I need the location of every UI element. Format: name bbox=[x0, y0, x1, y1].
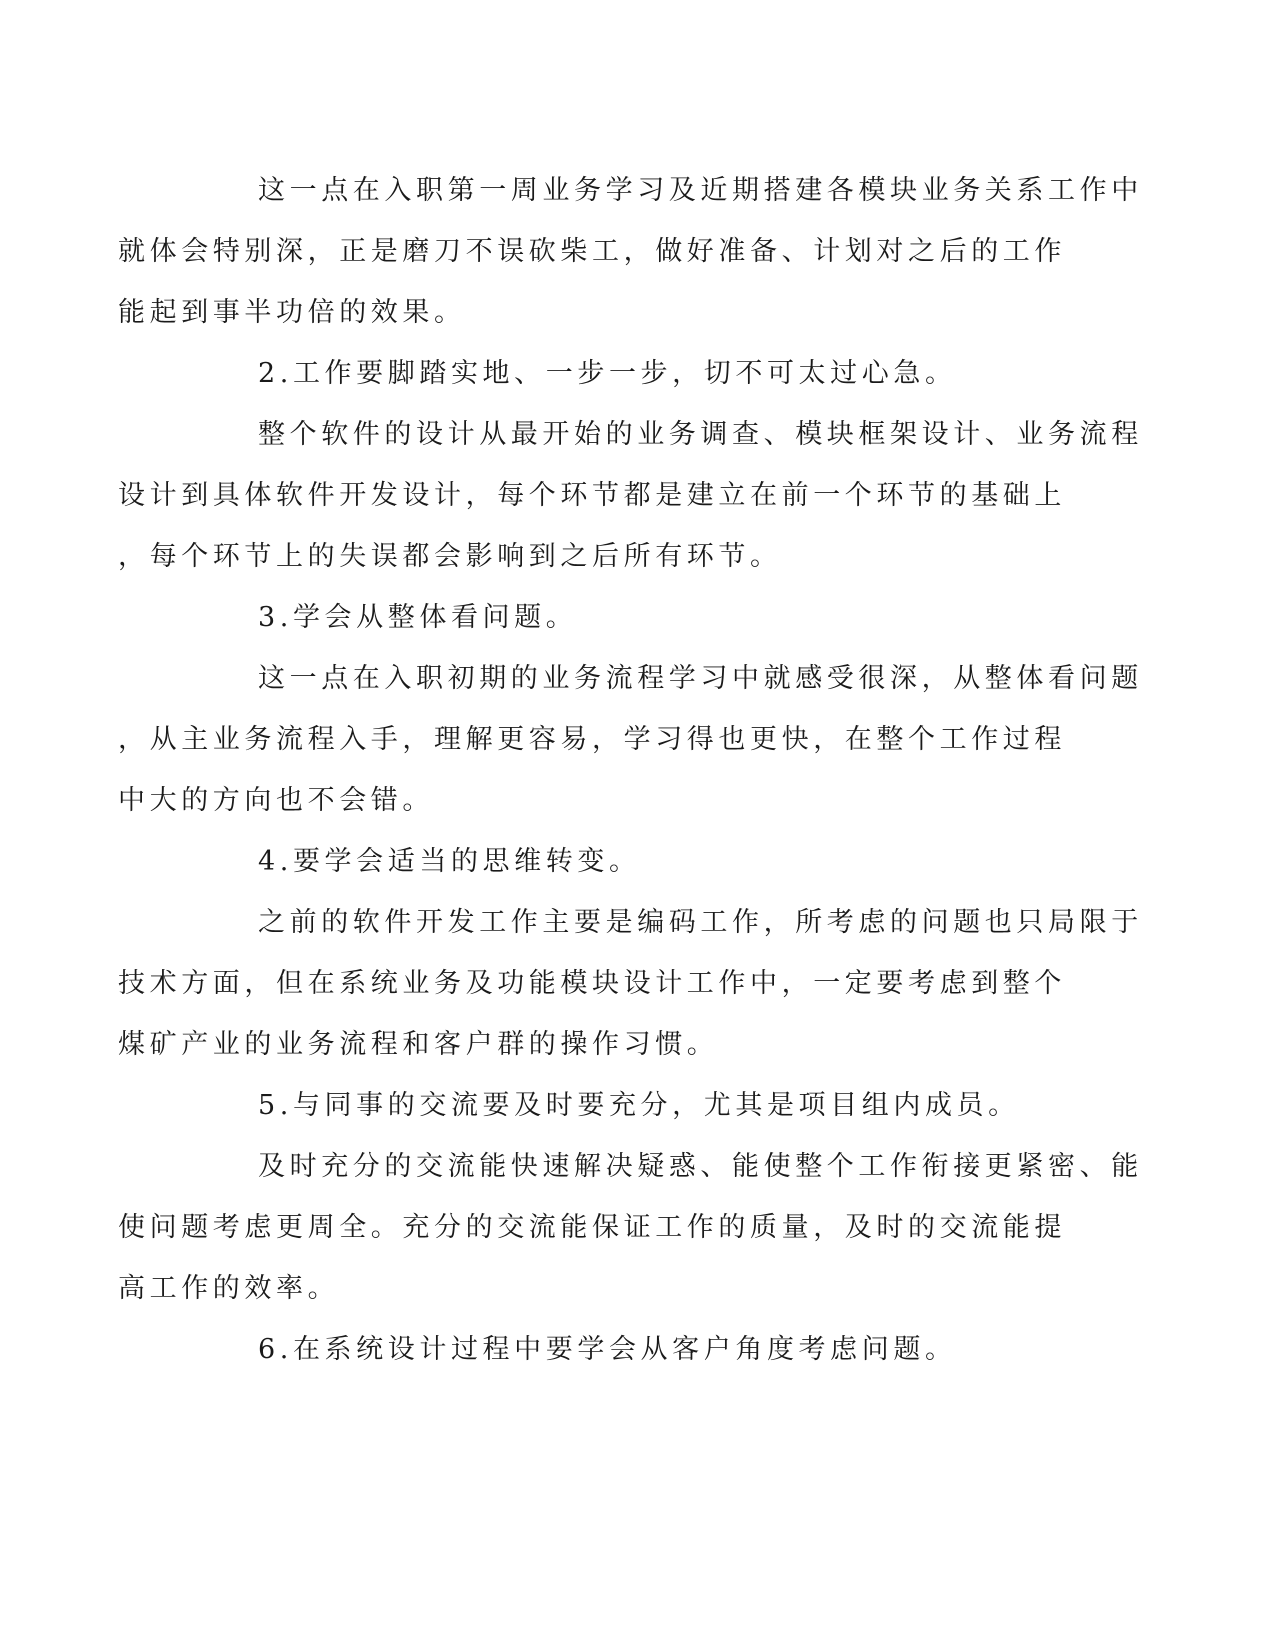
heading-line: 4.要学会适当的思维转变。 bbox=[258, 846, 641, 877]
paragraph-1 bbox=[118, 160, 1143, 343]
paragraph-line: ，从主业务流程入手，理解更容易，学习得也更快，在整个工作过程 bbox=[118, 724, 1066, 755]
heading-line: 3.学会从整体看问题。 bbox=[258, 602, 578, 633]
paragraph-line: 高工作的效率。 bbox=[118, 1273, 340, 1304]
paragraph-5 bbox=[118, 1136, 1143, 1319]
paragraph-line: 整个软件的设计从最开始的业务调查、模块框架设计、业务流程 bbox=[258, 419, 1143, 450]
paragraph-line: 中大的方向也不会错。 bbox=[118, 785, 434, 816]
paragraph-line: 使问题考虑更周全。充分的交流能保证工作的质量，及时的交流能提 bbox=[118, 1212, 1066, 1243]
paragraph-line: 煤矿产业的业务流程和客户群的操作习惯。 bbox=[118, 1029, 719, 1060]
paragraph-3 bbox=[118, 648, 1143, 831]
paragraph-4 bbox=[118, 892, 1143, 1075]
paragraph-line: 之前的软件开发工作主要是编码工作，所考虑的问题也只局限于 bbox=[258, 907, 1143, 938]
heading-line: 2.工作要脚踏实地、一步一步，切不可太过心急。 bbox=[258, 358, 957, 389]
paragraph-line: 及时充分的交流能快速解决疑惑、能使整个工作衔接更紧密、能 bbox=[258, 1151, 1143, 1182]
heading-line: 5.与同事的交流要及时要充分，尤其是项目组内成员。 bbox=[258, 1090, 1020, 1121]
paragraph-line: ，每个环节上的失误都会影响到之后所有环节。 bbox=[118, 541, 782, 572]
point-heading-4 bbox=[188, 831, 1068, 892]
point-heading-2 bbox=[188, 343, 1068, 404]
point-heading-6 bbox=[188, 1319, 1068, 1380]
document-body bbox=[118, 160, 1143, 1380]
paragraph-line: 这一点在入职初期的业务流程学习中就感受很深，从整体看问题 bbox=[258, 663, 1143, 694]
paragraph-line: 这一点在入职第一周业务学习及近期搭建各模块业务关系工作中 bbox=[258, 175, 1143, 206]
point-heading-5 bbox=[188, 1075, 1068, 1136]
paragraph-line: 设计到具体软件开发设计，每个环节都是建立在前一个环节的基础上 bbox=[118, 480, 1066, 511]
paragraph-line: 技术方面，但在系统业务及功能模块设计工作中，一定要考虑到整个 bbox=[118, 968, 1066, 999]
paragraph-line: 就体会特别深，正是磨刀不误砍柴工，做好准备、计划对之后的工作 bbox=[118, 236, 1066, 267]
point-heading-3 bbox=[188, 587, 1068, 648]
heading-line: 6.在系统设计过程中要学会从客户角度考虑问题。 bbox=[258, 1334, 957, 1365]
paragraph-line: 能起到事半功倍的效果。 bbox=[118, 297, 466, 328]
paragraph-2 bbox=[118, 404, 1143, 587]
